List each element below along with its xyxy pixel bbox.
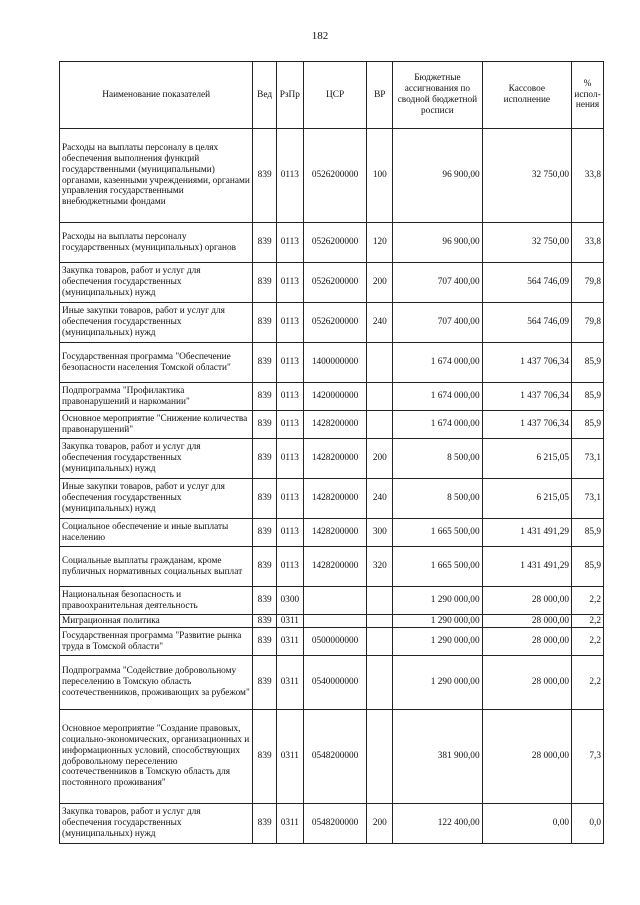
row-percent-cell: 2,2 [572, 628, 604, 656]
row-vr-cell [367, 710, 393, 804]
row-cash-execution-cell: 28 000,00 [482, 710, 571, 804]
table-row [60, 479, 604, 519]
row-cash-execution-cell: 1 437 706,34 [482, 411, 571, 439]
row-percent-cell: 7,3 [572, 710, 604, 804]
row-cash-execution-cell: 6 215,05 [482, 479, 571, 519]
row-assignments-cell: 707 400,00 [393, 303, 482, 343]
row-percent-cell: 79,8 [572, 263, 604, 303]
header-csr: ЦСР [303, 62, 367, 129]
header-vr: ВР [367, 62, 393, 129]
row-name-cell: Расходы на выплаты персоналу государственных (муниципальных) органов [60, 223, 253, 263]
header-row [60, 62, 604, 129]
table-body [60, 129, 604, 844]
row-rzpr-cell: 0300 [276, 587, 303, 615]
row-name-cell: Основное мероприятие "Создание правовых, социально-экономических, организационных и информационных условий, способствующих добровольному переселению соотечественников в Томскую область для постоянного проживания" [60, 710, 253, 804]
row-vr-cell: 100 [367, 129, 393, 223]
row-assignments-cell: 1 665 500,00 [393, 547, 482, 587]
row-vr-cell: 240 [367, 479, 393, 519]
table-row [60, 223, 604, 263]
row-name-cell: Иные закупки товаров, работ и услуг для обеспечения государственных (муниципальных) нужд [60, 303, 253, 343]
row-percent-cell: 85,9 [572, 519, 604, 547]
row-csr-cell: 1428200000 [303, 519, 367, 547]
row-cash-execution-cell: 28 000,00 [482, 656, 571, 710]
row-rzpr-cell: 0311 [276, 628, 303, 656]
row-assignments-cell: 1 290 000,00 [393, 587, 482, 615]
row-csr-cell: 1428200000 [303, 479, 367, 519]
table-row [60, 383, 604, 411]
row-name-cell: Закупка товаров, работ и услуг для обеспечения государственных (муниципальных) нужд [60, 439, 253, 479]
row-cash-execution-cell: 1 437 706,34 [482, 383, 571, 411]
table-row [60, 519, 604, 547]
row-rzpr-cell: 0113 [276, 411, 303, 439]
row-percent-cell: 0,0 [572, 804, 604, 844]
row-assignments-cell: 1 290 000,00 [393, 656, 482, 710]
header-name: Наименование показателей [60, 62, 253, 129]
row-ved-cell: 839 [253, 710, 277, 804]
row-vr-cell [367, 628, 393, 656]
row-csr-cell: 0548200000 [303, 710, 367, 804]
row-rzpr-cell: 0113 [276, 303, 303, 343]
row-ved-cell: 839 [253, 615, 277, 628]
row-vr-cell: 200 [367, 263, 393, 303]
table-row [60, 411, 604, 439]
row-ved-cell: 839 [253, 804, 277, 844]
row-name-cell: Социальные выплаты гражданам, кроме публичных нормативных социальных выплат [60, 547, 253, 587]
row-percent-cell: 2,2 [572, 656, 604, 710]
table-row [60, 439, 604, 479]
row-ved-cell: 839 [253, 129, 277, 223]
row-vr-cell [367, 343, 393, 383]
row-cash-execution-cell: 564 746,09 [482, 303, 571, 343]
row-ved-cell: 839 [253, 303, 277, 343]
row-name-cell: Закупка товаров, работ и услуг для обеспечения государственных (муниципальных) нужд [60, 804, 253, 844]
row-percent-cell: 79,8 [572, 303, 604, 343]
row-vr-cell [367, 383, 393, 411]
row-vr-cell: 240 [367, 303, 393, 343]
row-vr-cell [367, 615, 393, 628]
row-rzpr-cell: 0113 [276, 479, 303, 519]
row-name-cell: Национальная безопасность и правоохранительная деятельность [60, 587, 253, 615]
row-assignments-cell: 381 900,00 [393, 710, 482, 804]
row-vr-cell: 300 [367, 519, 393, 547]
row-rzpr-cell: 0113 [276, 383, 303, 411]
row-csr-cell: 0526200000 [303, 303, 367, 343]
row-name-cell: Расходы на выплаты персоналу в целях обеспечения выполнения функций государственными (муниципальными) органами, казенными учреждениями, органами управления государственными внебюджетными фондами [60, 129, 253, 223]
row-assignments-cell: 1 674 000,00 [393, 343, 482, 383]
row-csr-cell: 1428200000 [303, 547, 367, 587]
header-percent: % испол-нения [572, 62, 604, 129]
row-name-cell: Миграционная политика [60, 615, 253, 628]
row-ved-cell: 839 [253, 223, 277, 263]
row-percent-cell: 2,2 [572, 615, 604, 628]
row-percent-cell: 85,9 [572, 411, 604, 439]
row-rzpr-cell: 0113 [276, 343, 303, 383]
row-assignments-cell: 8 500,00 [393, 439, 482, 479]
row-vr-cell: 200 [367, 439, 393, 479]
row-rzpr-cell: 0113 [276, 519, 303, 547]
page-number: 182 [311, 30, 329, 42]
row-ved-cell: 839 [253, 547, 277, 587]
row-cash-execution-cell: 1 431 491,29 [482, 519, 571, 547]
row-rzpr-cell: 0113 [276, 439, 303, 479]
row-csr-cell: 0526200000 [303, 223, 367, 263]
row-rzpr-cell: 0113 [276, 223, 303, 263]
row-rzpr-cell: 0113 [276, 129, 303, 223]
header-rzpr: РзПр [276, 62, 303, 129]
header-cash-execution: Кассовое исполнение [482, 62, 571, 129]
row-percent-cell: 73,1 [572, 439, 604, 479]
row-ved-cell: 839 [253, 263, 277, 303]
row-name-cell: Подпрограмма "Содействие добровольному переселению в Томскую область соотечественников, проживающих за рубежом" [60, 656, 253, 710]
row-name-cell: Государственная программа "Обеспечение безопасности населения Томской области" [60, 343, 253, 383]
row-percent-cell: 33,8 [572, 129, 604, 223]
row-cash-execution-cell: 28 000,00 [482, 615, 571, 628]
row-cash-execution-cell: 1 431 491,29 [482, 547, 571, 587]
row-csr-cell: 1420000000 [303, 383, 367, 411]
row-percent-cell: 73,1 [572, 479, 604, 519]
row-rzpr-cell: 0311 [276, 656, 303, 710]
row-vr-cell [367, 411, 393, 439]
row-percent-cell: 2,2 [572, 587, 604, 615]
row-cash-execution-cell: 28 000,00 [482, 587, 571, 615]
row-name-cell: Подпрограмма "Профилактика правонарушений и наркомании" [60, 383, 253, 411]
table-row [60, 804, 604, 844]
row-name-cell: Основное мероприятие "Снижение количества правонарушений" [60, 411, 253, 439]
row-rzpr-cell: 0311 [276, 804, 303, 844]
row-assignments-cell: 96 900,00 [393, 223, 482, 263]
row-assignments-cell: 8 500,00 [393, 479, 482, 519]
row-csr-cell: 0526200000 [303, 129, 367, 223]
row-vr-cell: 320 [367, 547, 393, 587]
row-csr-cell: 1400000000 [303, 343, 367, 383]
row-csr-cell: 0540000000 [303, 656, 367, 710]
row-cash-execution-cell: 32 750,00 [482, 129, 571, 223]
table-row [60, 343, 604, 383]
row-name-cell: Государственная программа "Развитие рынка труда в Томской области" [60, 628, 253, 656]
table-row [60, 628, 604, 656]
row-ved-cell: 839 [253, 343, 277, 383]
row-percent-cell: 85,9 [572, 547, 604, 587]
row-percent-cell: 85,9 [572, 383, 604, 411]
row-assignments-cell: 1 674 000,00 [393, 411, 482, 439]
row-cash-execution-cell: 0,00 [482, 804, 571, 844]
row-assignments-cell: 1 674 000,00 [393, 383, 482, 411]
row-cash-execution-cell: 28 000,00 [482, 628, 571, 656]
row-rzpr-cell: 0311 [276, 615, 303, 628]
table-row [60, 129, 604, 223]
table-row [60, 587, 604, 615]
row-name-cell: Иные закупки товаров, работ и услуг для обеспечения государственных (муниципальных) нужд [60, 479, 253, 519]
row-assignments-cell: 1 290 000,00 [393, 615, 482, 628]
row-ved-cell: 839 [253, 383, 277, 411]
row-rzpr-cell: 0311 [276, 710, 303, 804]
row-ved-cell: 839 [253, 519, 277, 547]
row-rzpr-cell: 0113 [276, 547, 303, 587]
row-assignments-cell: 122 400,00 [393, 804, 482, 844]
row-cash-execution-cell: 6 215,05 [482, 439, 571, 479]
header-assignments: Бюджетные ассигнования по сводной бюджетной росписи [393, 62, 482, 129]
row-csr-cell: 0548200000 [303, 804, 367, 844]
row-csr-cell: 1428200000 [303, 411, 367, 439]
row-csr-cell: 0500000000 [303, 628, 367, 656]
row-assignments-cell: 1 665 500,00 [393, 519, 482, 547]
row-csr-cell: 1428200000 [303, 439, 367, 479]
row-ved-cell: 839 [253, 439, 277, 479]
row-vr-cell [367, 587, 393, 615]
table-row [60, 547, 604, 587]
row-ved-cell: 839 [253, 628, 277, 656]
row-assignments-cell: 96 900,00 [393, 129, 482, 223]
header-ved: Вед [253, 62, 277, 129]
row-vr-cell: 120 [367, 223, 393, 263]
table-row [60, 303, 604, 343]
row-name-cell: Закупка товаров, работ и услуг для обеспечения государственных (муниципальных) нужд [60, 263, 253, 303]
row-cash-execution-cell: 32 750,00 [482, 223, 571, 263]
row-assignments-cell: 1 290 000,00 [393, 628, 482, 656]
table-header [60, 62, 604, 129]
row-rzpr-cell: 0113 [276, 263, 303, 303]
table-row [60, 615, 604, 628]
budget-execution-table [59, 61, 604, 844]
table-row [60, 656, 604, 710]
table-row [60, 710, 604, 804]
row-csr-cell: 0526200000 [303, 263, 367, 303]
row-csr-cell [303, 615, 367, 628]
row-percent-cell: 85,9 [572, 343, 604, 383]
row-ved-cell: 839 [253, 587, 277, 615]
row-name-cell: Социальное обеспечение и иные выплаты населению [60, 519, 253, 547]
row-assignments-cell: 707 400,00 [393, 263, 482, 303]
row-vr-cell: 200 [367, 804, 393, 844]
row-percent-cell: 33,8 [572, 223, 604, 263]
row-csr-cell [303, 587, 367, 615]
row-ved-cell: 839 [253, 411, 277, 439]
row-cash-execution-cell: 564 746,09 [482, 263, 571, 303]
row-ved-cell: 839 [253, 656, 277, 710]
row-ved-cell: 839 [253, 479, 277, 519]
row-cash-execution-cell: 1 437 706,34 [482, 343, 571, 383]
table-row [60, 263, 604, 303]
row-vr-cell [367, 656, 393, 710]
